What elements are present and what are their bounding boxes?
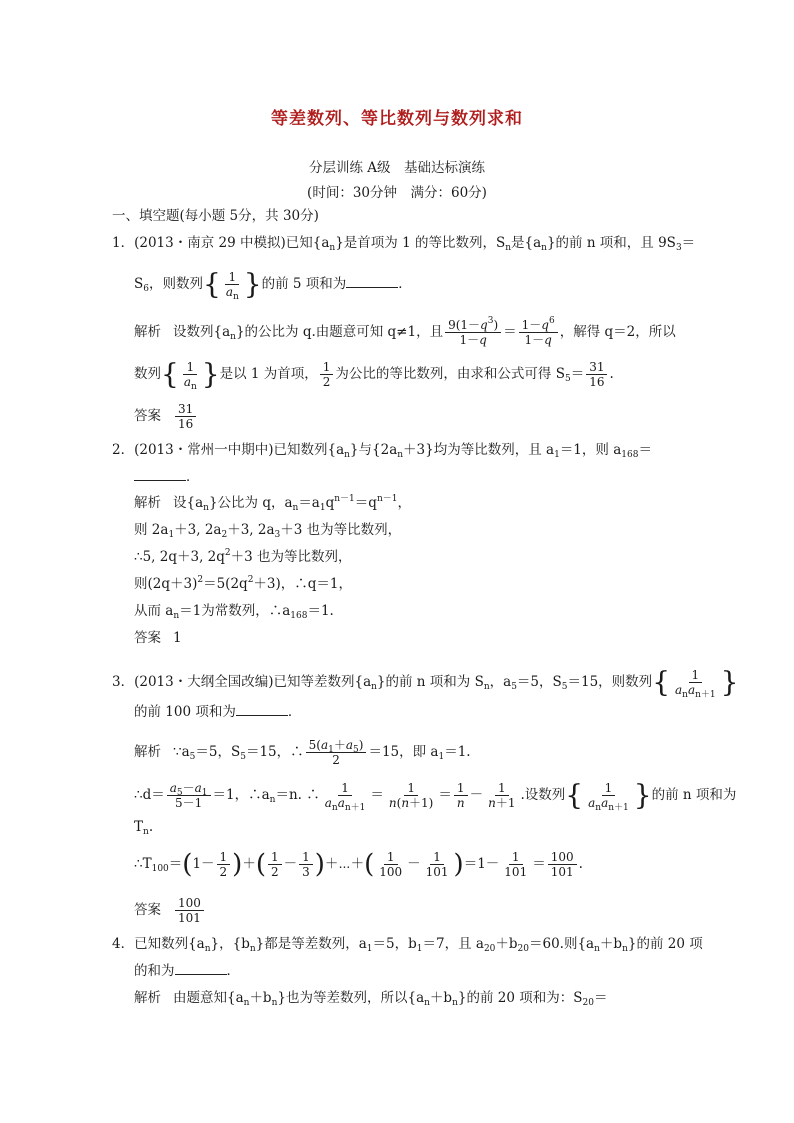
q3-answer-blank[interactable]	[236, 703, 288, 716]
q4-analysis-line1: 解析 由题意知$\{a_n+b_n\}$也为等差数列，所以$\{a_n+b_n\}$的前 20 项和为：$S_{20}=$	[134, 990, 608, 1008]
subtitle: 分层训练 A级 基础达标演练	[308, 160, 486, 176]
q2-analysis-line2: 则 $2a_1+3$, $2a_2+3$, $2a_3+3$ 也为等比数列，	[134, 522, 402, 540]
q1-analysis-line1: 解析 设数列$\{a_n\}$的公比为 q.由题意可知 q≠1，且 $\frac{9(1-q^3)}{1-q}$ ＝ $\frac{1-q^6}{1-q}$ ，解得 q＝2，所以	[134, 316, 676, 347]
q1-answer: 答案 $\frac{31}{16}$	[134, 402, 690, 431]
q3-answer: 答案 $\frac{100}{101}$	[134, 896, 690, 925]
page-title: 等差数列、等比数列与数列求和	[271, 109, 523, 129]
q2-analysis-line4: 则$(2q+3)^2=5(2q^2+3)$，∴q＝1，	[134, 575, 353, 592]
q2-line1: 2．(2013・常州一中期中)已知数列$\{a_n\}$与$\{2a_n+3\}$均为等比数列，且 $a_1=1$，则 $a_{168}=$	[112, 442, 652, 460]
q2-answer-blank[interactable]	[134, 468, 186, 481]
q3-analysis-line3: $T_n$.	[134, 819, 154, 837]
q4-line1: 4．已知数列$\{a_n\}$，$\{b_n\}$都是等差数列，$a_1=5$，$b_1=7$，且 $a_{20}+b_{20}=60$.则$\{a_n+b_n\}$的前 20 项	[112, 936, 703, 954]
q1-analysis-line2: 数列{ $\frac{1}{a_n}$ }是以 1 为首项， $\frac{1}{2}$ 为公比的等比数列，由求和公式可得 $S_5=$ $\frac{31}{16}$ .	[134, 357, 614, 392]
q3-line1: 3．(2013・大纲全国改编)已知等差数列$\{a_n\}$的前 n 项和为 $S_n$，$a_5=5$，$S_5=15$，则数列{ $\frac{1}{a_na_{n+1}}$ }	[112, 665, 739, 700]
q1-line1: 1．(2013・南京 29 中模拟)已知$\{a_n\}$是首项为 1 的等比数列，$S_n$是$\{a_n\}$的前 n 项和，且 $9S_3=$	[112, 235, 696, 253]
q4-answer-blank[interactable]	[175, 962, 227, 975]
q2-analysis-line3: ∴5, 2q＋3, $2q^2+3$ 也为等比数列，	[134, 548, 352, 565]
q2-line2: ．	[134, 468, 690, 486]
time-info: (时间：30分钟 满分：60分)	[307, 185, 487, 201]
q3-analysis-line1: 解析 $\because a_5=5$，$S_5=15$，∴ $\frac{5(a_1+a_5)}{2}$ ＝15，即 $a_1=1$.	[134, 738, 471, 767]
answer-label: 答案	[134, 408, 161, 424]
analysis-label: 解析	[134, 324, 161, 340]
q3-analysis-line2: ∴d＝ $\frac{a_5-a_1}{5-1}$ ＝1，$\therefore a_n=n$. ∴ $\frac{1}{a_na_{n+1}}$ ＝ $\frac{1}{n(n+1)}$ ＝ $\frac{1}{n}$ － $\frac{1}{n+1}$ .设数列{ $\frac{1}{a_na_{n+1}}$ }的前 n 项和为	[134, 778, 737, 813]
q3-analysis-line4: $\therefore T_{100}=(1-$ $\frac{1}{2}$ )＋( $\frac{1}{2}$ － $\frac{1}{3}$ )＋⋯＋( $\frac{1}{100}$ － $\frac{1}{101}$ )＝1－ $\frac{1}{101}$ ＝ $\frac{100}{101}$ .	[134, 849, 583, 880]
q2-analysis-line1: 解析 设$\{a_n\}$公比为 q，$a_n=a_1q^{n-1}=q^{n-1}$，	[134, 494, 411, 513]
q2-analysis-line5: 从而 $a_n=1$为常数列，$\therefore a_{168}=1$.	[134, 603, 334, 621]
q3-line2: 的前 100 项和为 ．	[134, 704, 302, 720]
q2-answer: 答案 1	[134, 630, 182, 646]
q1-line2: $S_6$，则数列{ $\frac{1}{a_n}$ }的前 5 项和为 ．	[134, 267, 412, 302]
section-heading: 一、填空题(每小题 5分，共 30分)	[112, 208, 319, 224]
q1-answer-blank[interactable]	[346, 275, 398, 288]
q4-line2: 的和为 ．	[134, 963, 240, 979]
